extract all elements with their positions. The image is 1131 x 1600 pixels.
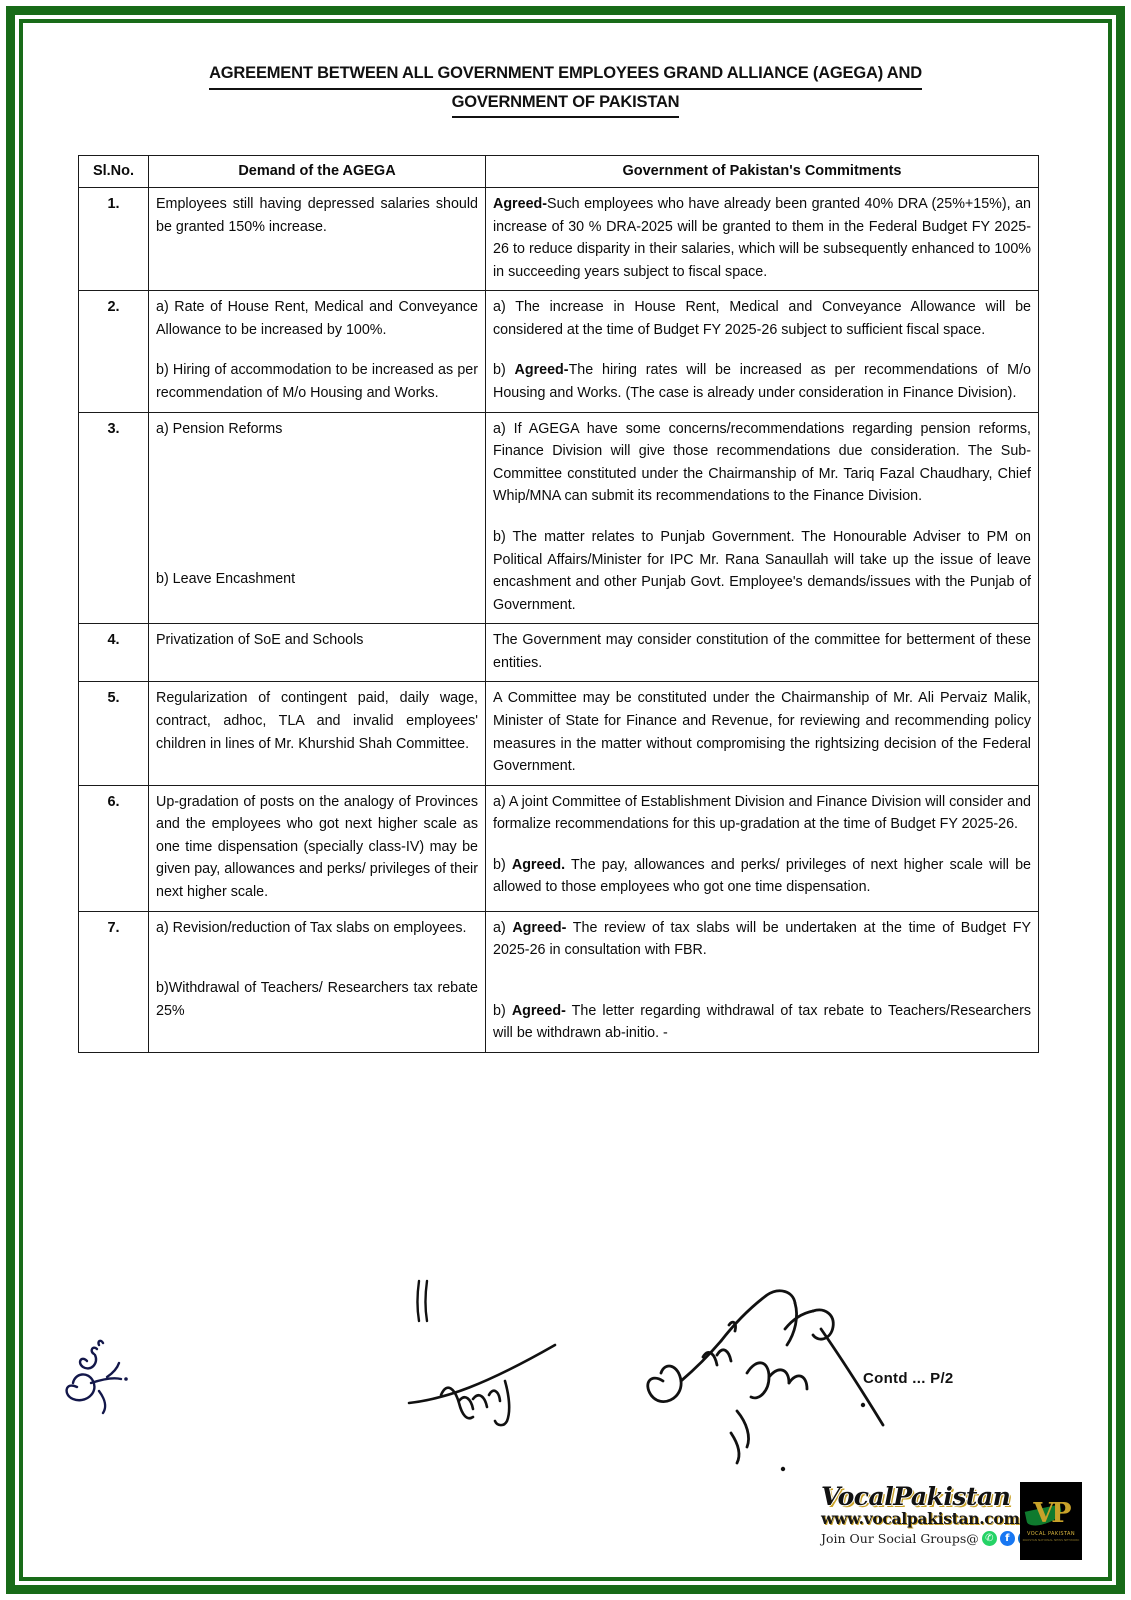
watermark-social-row [821, 1531, 1017, 1546]
watermark-join-label: Join Our Social Groups@ [821, 1530, 979, 1546]
row-commitment [486, 188, 1039, 291]
commitment-para: b) Agreed- The letter regarding withdrawal of tax rebate to Teachers/Researchers will be withdrawn ab-initio. - [493, 1002, 1031, 1042]
demand-para: b) Hiring of accommodation to be increased as per recommendation of M/o Housing and Works. [156, 362, 478, 402]
demand-para: Employees still having depressed salaries should be granted 150% increase. [156, 196, 478, 235]
row-commitment [486, 682, 1039, 785]
row-demand [149, 911, 486, 1052]
signature-stroke-mark [405, 1275, 445, 1325]
row-serial: 1. [79, 188, 149, 291]
row-demand [149, 412, 486, 624]
commitment-text: Such employees who have already been granted 40% DRA (25%+15%), an increase of 30 % DRA-2025 will be granted to them in the Federal Budget FY 2025-26 to reduce disparity in their salaries, which will be subsequently enhanced to 100% in succeeding years subject to fiscal space. [493, 196, 1031, 280]
row-demand [149, 785, 486, 911]
commitment-para: a) The increase in House Rent, Medical and Conveyance Allowance will be considered at the time of Budget FY 2025-26 subject to sufficient fiscal space. [493, 299, 1031, 338]
commitment-para: b) The matter relates to Punjab Government. The Honourable Adviser to PM on Political Affairs/Minister for IPC Mr. Rana Sanaullah will take up the issue of leave encashment and other Punjab Govt. Employee's demands/issues with the Punjab of Government. [493, 528, 1031, 613]
column-header-commitment: Government of Pakistan's Commitments [486, 156, 1039, 188]
demand-para: a) Pension Reforms [156, 420, 283, 437]
logo-monogram: VP [1033, 1498, 1069, 1529]
whatsapp-icon[interactable]: ✆ [982, 1531, 997, 1546]
commitment-para: The Government may consider constitution of the committee for betterment of these entities. [493, 632, 1031, 671]
facebook-icon[interactable]: f [1000, 1531, 1015, 1546]
table-row [79, 682, 1039, 785]
table-body [79, 188, 1039, 1053]
demand-para: a) Rate of House Rent, Medical and Conveyance Allowance to be increased by 100%. [156, 299, 478, 338]
commitment-para [493, 193, 1031, 283]
row-serial: 2. [79, 291, 149, 412]
demand-para: Regularization of contingent paid, daily wage, contract, adhoc, TLA and invalid employees' children in lines of Mr. Khurshid Shah Committee. [156, 690, 478, 752]
watermark-text-block [821, 1482, 1020, 1560]
watermark-brand: VocalPakistan [821, 1482, 1011, 1511]
demand-para: b) Leave Encashment [156, 571, 296, 588]
watermark-banner [821, 1482, 1082, 1560]
commitment-lead: Agreed- [511, 1002, 566, 1019]
title-line-1: AGREEMENT BETWEEN ALL GOVERNMENT EMPLOYEES GRAND ALLIANCE (AGEGA) AND [209, 61, 922, 90]
logo-subtitle: PAKISTAN NATIONAL NEWS NETWORK [1022, 1538, 1080, 1542]
title-line-2: GOVERNMENT OF PAKISTAN [452, 90, 680, 119]
row-demand [149, 188, 486, 291]
demand-para: a) Revision/reduction of Tax slabs on employees. [156, 919, 467, 936]
column-header-serial: Sl.No. [79, 156, 149, 188]
row-commitment [486, 624, 1039, 682]
paper-sheet [25, 25, 1106, 1575]
commitment-para: a) A joint Committee of Establishment Division and Finance Division will consider and formalize recommendations for this up-gradation at the time of Budget FY 2025-26. [493, 793, 1031, 833]
commitment-lead: Agreed. [511, 856, 566, 873]
table-row [79, 911, 1039, 1052]
row-commitment [486, 785, 1039, 911]
commitment-para: b) Agreed-The hiring rates will be increased as per recommendations of M/o Housing and Works. (The case is already under consideration in Finance Division). [493, 362, 1031, 402]
table-row [79, 785, 1039, 911]
demand-para: b)Withdrawal of Teachers/ Researchers tax rebate 25% [156, 980, 478, 1019]
signature-left [47, 1321, 157, 1411]
row-demand [149, 624, 486, 682]
row-serial: 6. [79, 785, 149, 911]
row-serial: 3. [79, 412, 149, 624]
commitment-lead: Agreed- [512, 919, 567, 936]
continued-note: Contd ... P/2 [863, 1370, 954, 1387]
row-serial: 4. [79, 624, 149, 682]
watermark-url[interactable]: www.vocalpakistan.com [821, 1509, 1020, 1528]
row-commitment [486, 412, 1039, 624]
commitment-lead: Agreed- [514, 362, 569, 379]
commitment-para: a) Agreed- The review of tax slabs will be undertaken at the time of Budget FY 2025-26 in consultation with FBR. [493, 919, 1032, 959]
row-serial: 7. [79, 911, 149, 1052]
column-header-demand: Demand of the AGEGA [149, 156, 486, 188]
table-row [79, 624, 1039, 682]
commitment-para: b) Agreed. The pay, allowances and perks/ privileges of next higher scale will be allowed to those employees who got one time dispensation. [493, 856, 1032, 896]
row-commitment [486, 911, 1039, 1052]
row-serial: 5. [79, 682, 149, 785]
logo-name: VOCAL PAKISTAN [1026, 1531, 1076, 1537]
commitment-para: a) If AGEGA have some concerns/recommendations regarding pension reforms, Finance Division will give those recommendations due consideration. The Sub-Committee constituted under the Chairmanship of Mr. Tariq Fazal Chaudhary, Chief Whip/MNA can submit its recommendations to the Finance Division. [493, 420, 1031, 505]
agreement-table [78, 155, 1039, 1053]
demand-para: Privatization of SoE and Schools [156, 632, 364, 649]
table-row [79, 291, 1039, 412]
page-title [25, 61, 1106, 118]
table-row [79, 188, 1039, 291]
signature-center-left [405, 1329, 575, 1429]
row-demand [149, 682, 486, 785]
demand-para: Up-gradation of posts on the analogy of Provinces and the employees who got next higher scale as one time dispensation (specially class-IV) may be given pay, allowances and perks/ privileges of their next higher scale. [156, 793, 478, 901]
row-demand [149, 291, 486, 412]
vocal-pakistan-logo [1020, 1482, 1082, 1560]
commitment-lead: Agreed- [493, 196, 548, 212]
commitment-para: A Committee may be constituted under the Chairmanship of Mr. Ali Pervaiz Malik, Minister of State for Finance and Revenue, for reviewing and recommending policy measures in the matter without compromising the rightsizing decision of the Federal Government. [493, 690, 1031, 775]
table-row [79, 412, 1039, 624]
row-commitment [486, 291, 1039, 412]
table-header-row [79, 156, 1039, 188]
